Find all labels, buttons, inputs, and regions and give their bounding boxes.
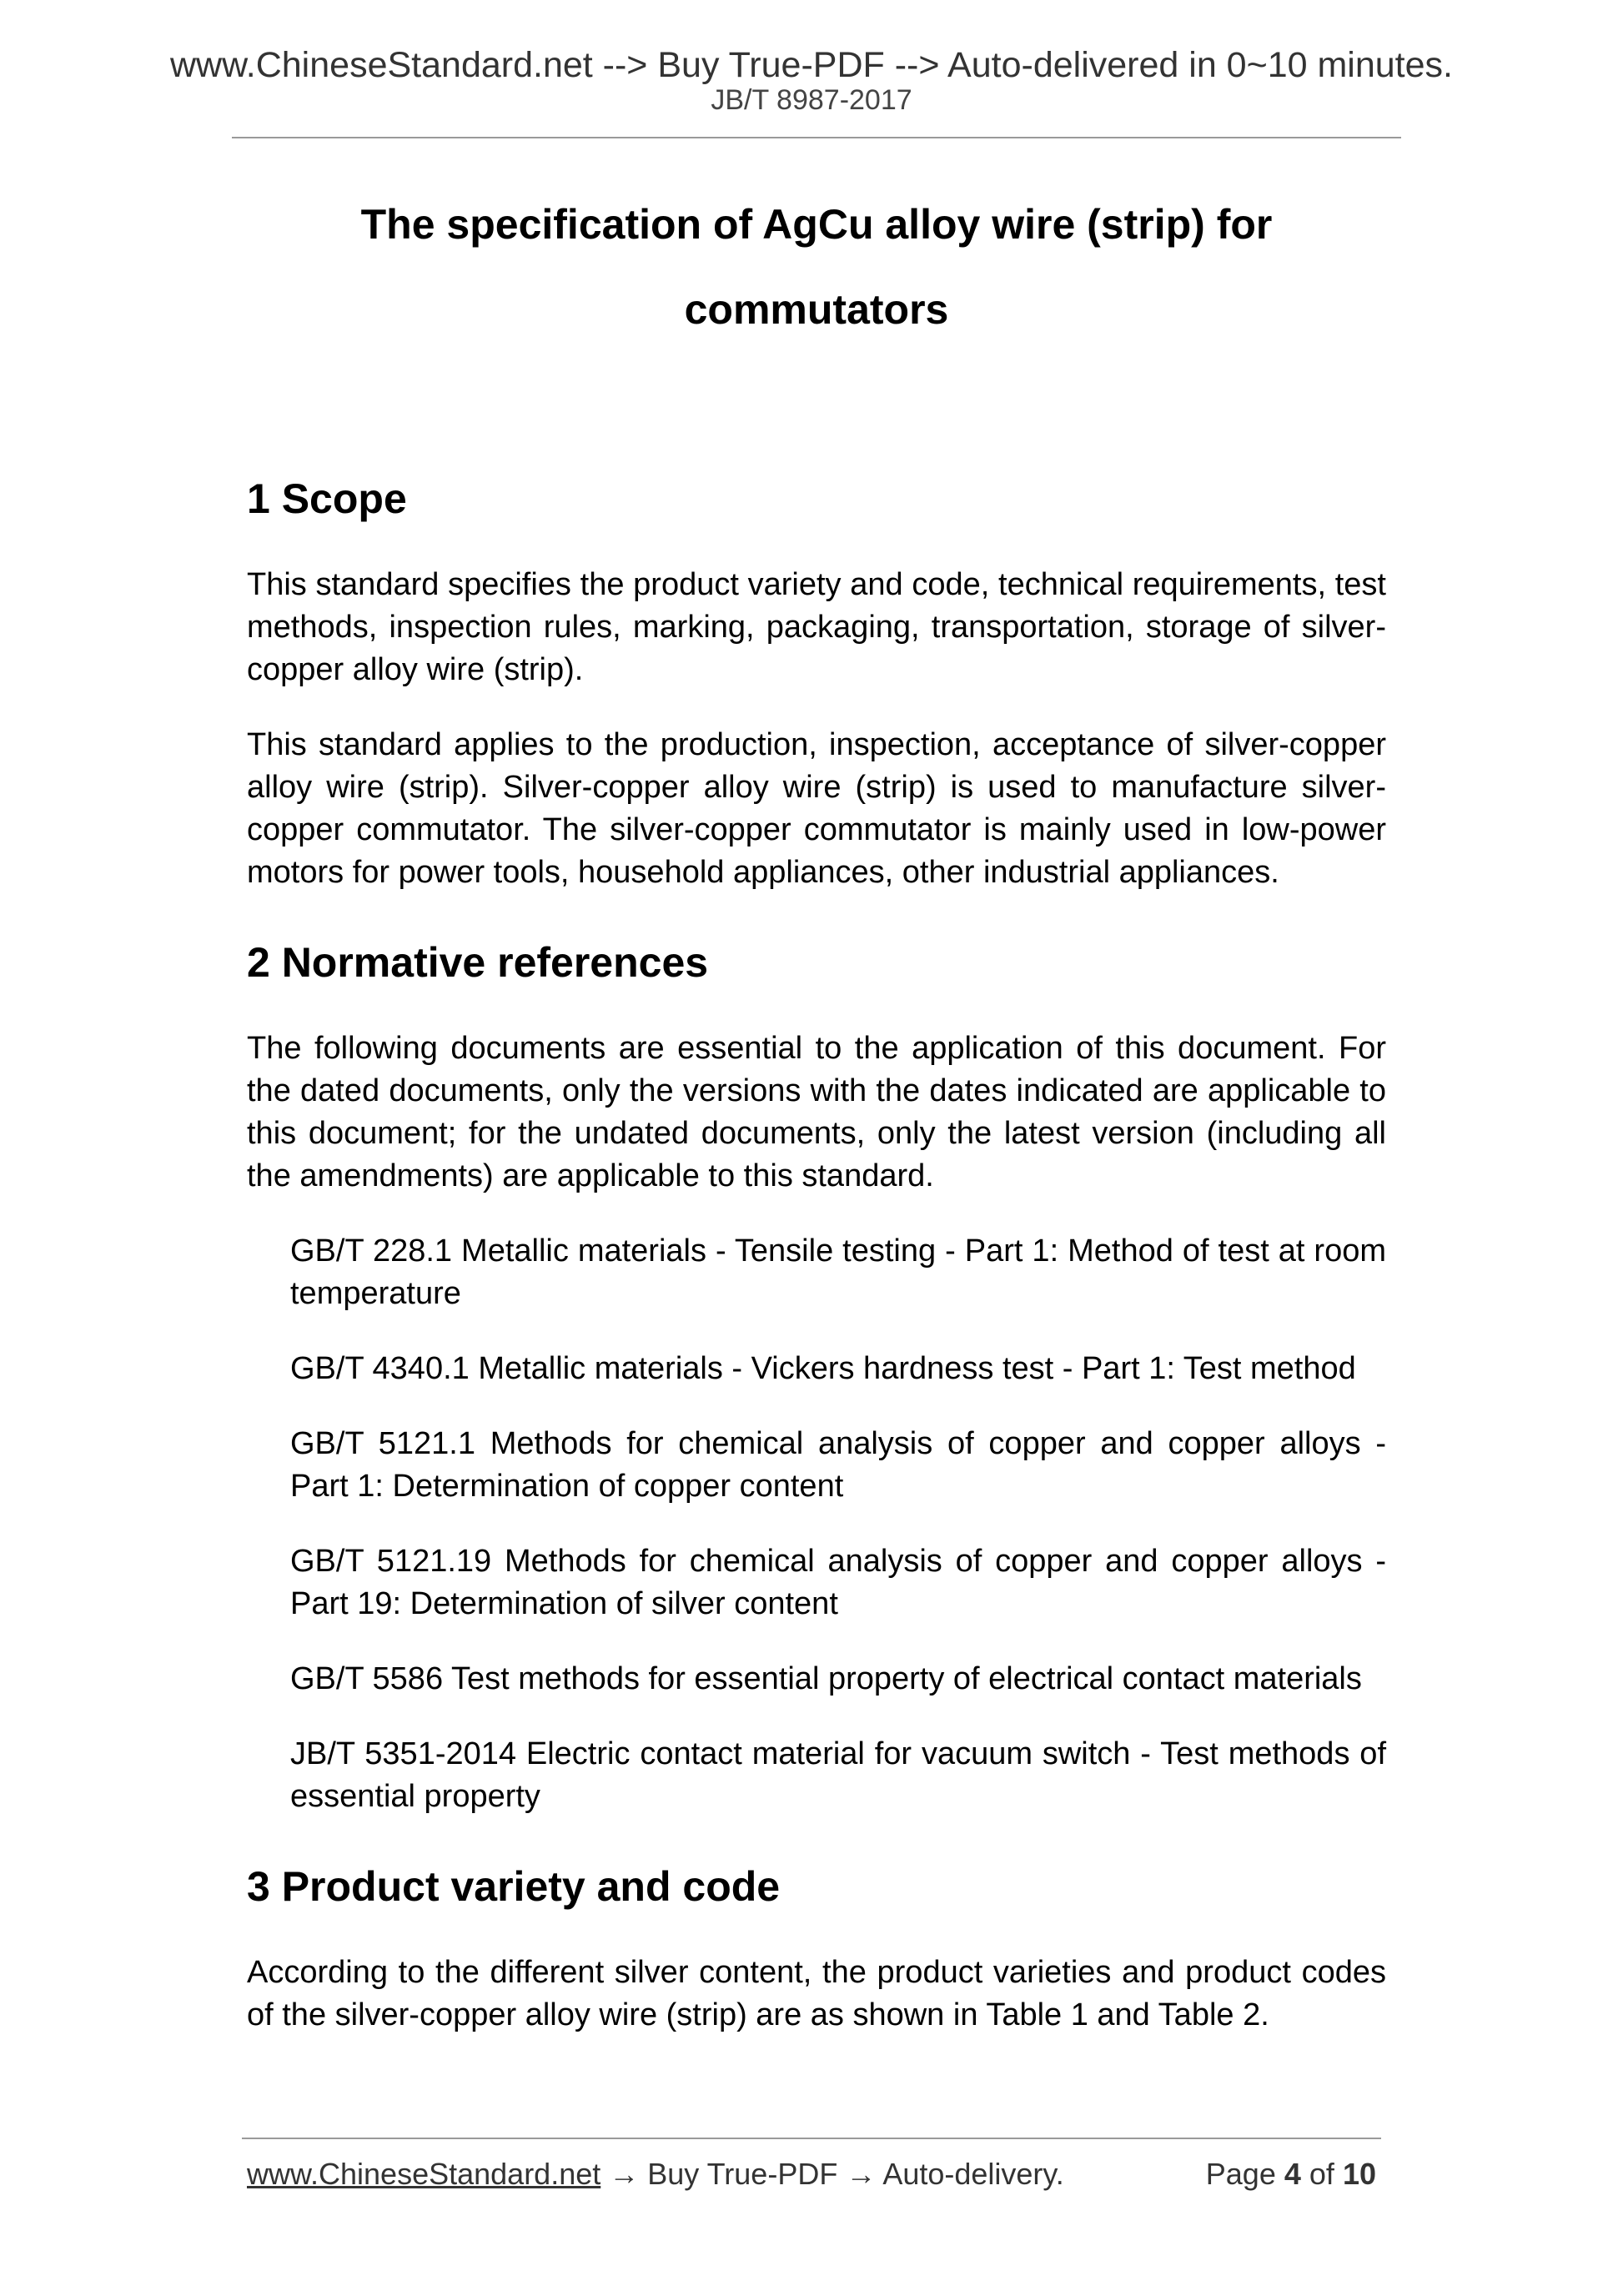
footer-delivery-text: → Buy True-PDF → Auto-delivery. (600, 2157, 1064, 2191)
page-indicator (1206, 2154, 1376, 2194)
reference-item: GB/T 5121.19 Methods for chemical analysis of copper and copper alloys - Part 19: Determination of silver content (290, 1544, 1386, 1621)
standard-code: JB/T 8987-2017 (711, 84, 912, 116)
document-title (232, 182, 1401, 352)
reference-item: GB/T 5586 Test methods for essential property of electrical contact materials (290, 1661, 1362, 1696)
of-label: of (1309, 2157, 1334, 2191)
top-banner[interactable]: www.ChineseStandard.net --> Buy True-PDF --> Auto-delivered in 0~10 minutes. (169, 45, 1453, 85)
footer-divider (242, 2138, 1381, 2139)
footer-site-link[interactable]: www.ChineseStandard.net (247, 2157, 601, 2191)
reference-item: GB/T 5121.1 Methods for chemical analysis of copper and copper alloys - Part 1: Determination of copper content (290, 1426, 1386, 1504)
section-heading-scope: 1 Scope (247, 475, 407, 522)
title-line-1: The specification of AgCu alloy wire (strip) for (360, 201, 1273, 248)
scope-paragraph-2: This standard applies to the production, inspection, acceptance of silver-copper alloy wire (strip). Silver-copper alloy wire (strip) is used to manufacture silver-copper commutator. The silver-copper commutator is mainly used in low-power motors for power tools, household appliances, other industrial appliances. (247, 727, 1386, 890)
product-variety-paragraph: According to the different silver content, the product varieties and product codes of the silver-copper alloy wire (strip) are as shown in Table 1 and Table 2. (247, 1955, 1386, 2032)
title-line-2: commutators (684, 286, 949, 333)
document-body (247, 472, 1386, 2037)
page-footer (247, 2154, 1376, 2194)
normative-intro-paragraph: The following documents are essential to the application of this document. For the dated documents, only the versions with the dates indicated are applicable to this document; for the undated documents, only the latest version (including all the amendments) are applicable to this standard. (247, 1031, 1386, 1193)
total-pages-number: 10 (1342, 2157, 1376, 2191)
section-heading-product-variety: 3 Product variety and code (247, 1863, 781, 1910)
reference-item: GB/T 228.1 Metallic materials - Tensile testing - Part 1: Method of test at room temperature (290, 1233, 1386, 1311)
reference-item: GB/T 4340.1 Metallic materials - Vickers hardness test - Part 1: Test method (290, 1351, 1356, 1386)
scope-paragraph-1: This standard specifies the product variety and code, technical requirements, test methods, inspection rules, marking, packaging, transportation, storage of silver-copper alloy wire (strip). (247, 567, 1386, 687)
section-heading-normative-references: 2 Normative references (247, 939, 709, 986)
current-page-number: 4 (1284, 2157, 1301, 2191)
header-divider (232, 137, 1401, 138)
page-label: Page (1205, 2157, 1276, 2191)
reference-item: JB/T 5351-2014 Electric contact material for vacuum switch - Test methods of essential property (290, 1736, 1386, 1814)
